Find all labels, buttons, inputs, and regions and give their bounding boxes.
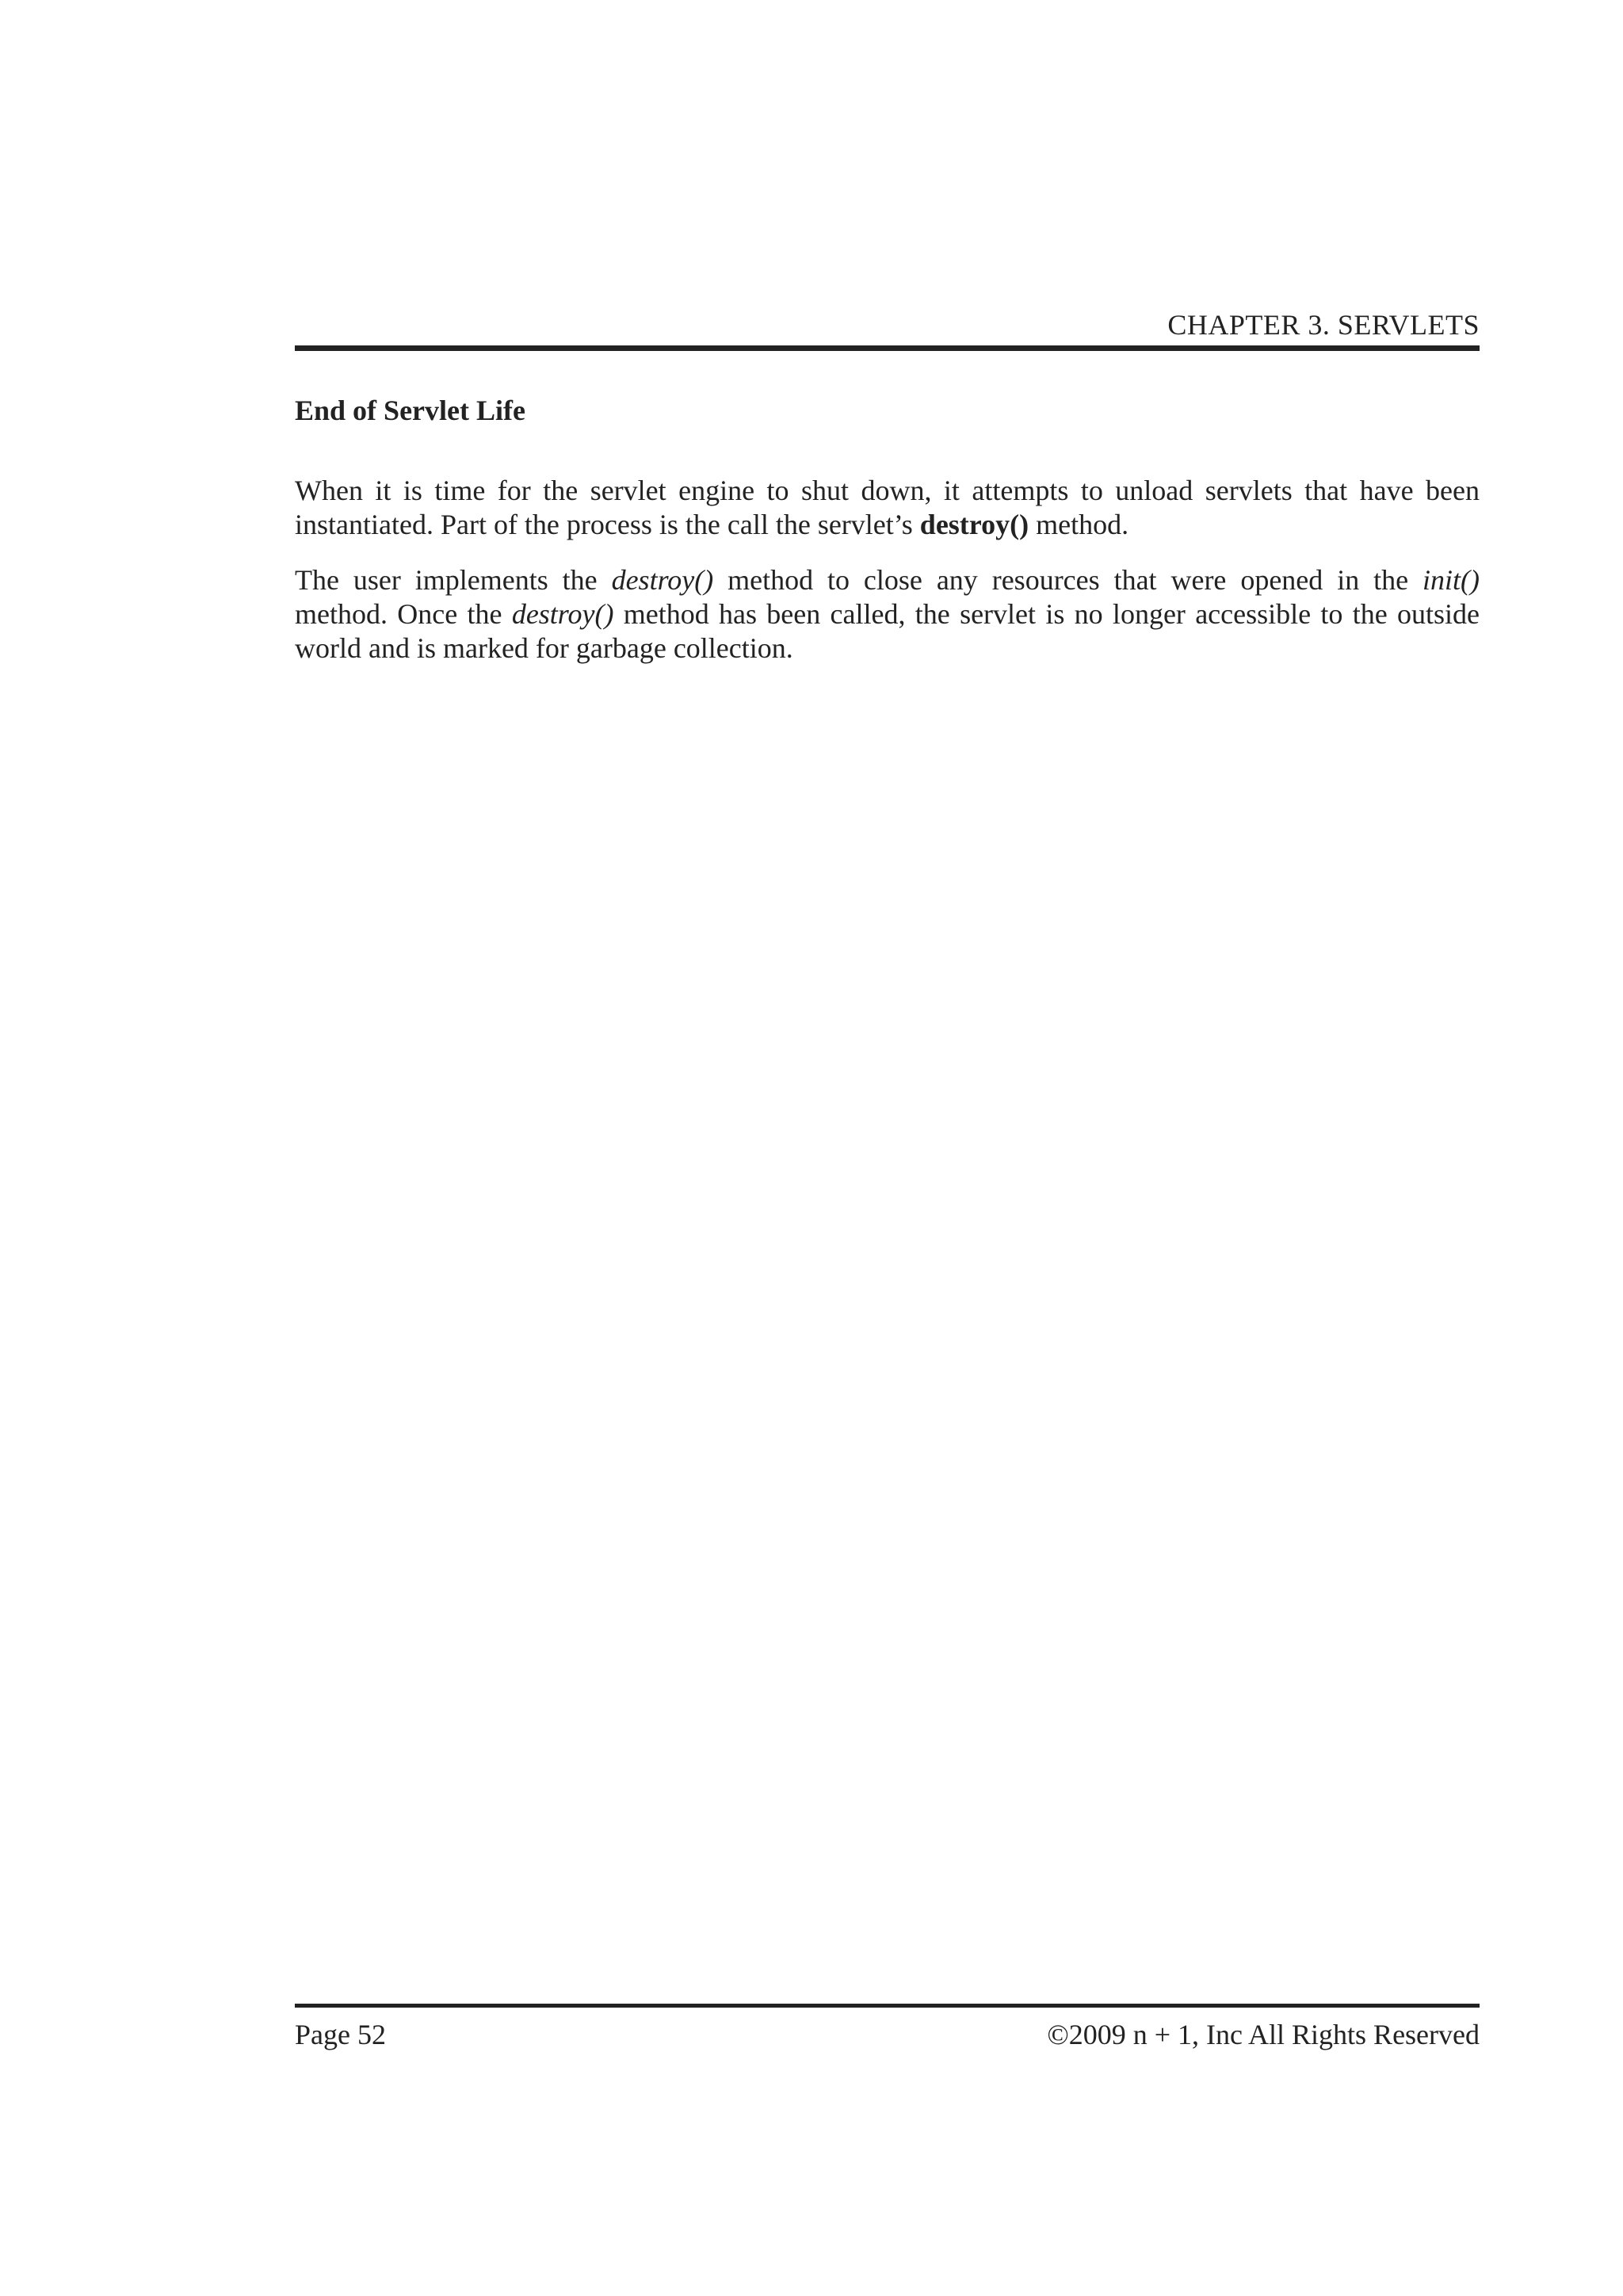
- paragraph-1-line-2-prefix: instantiated. Part of the process is the call the servlet’s: [295, 509, 920, 540]
- copyright-notice: ©2009 n + 1, Inc All Rights Reserved: [1047, 2019, 1480, 2050]
- section-title: End of Servlet Life: [295, 395, 525, 426]
- paragraph-2-line-1-middle: method to close any resources that were opened in the: [713, 564, 1423, 596]
- destroy-method-bold: destroy(): [919, 509, 1029, 540]
- init-method-italic: init(): [1423, 564, 1480, 596]
- header-rule: [295, 345, 1480, 351]
- paragraph-1-line-2: [295, 508, 1480, 542]
- destroy-method-italic: destroy(): [611, 564, 714, 596]
- page-number: Page 52: [295, 2019, 386, 2050]
- chapter-title: CHAPTER 3. SERVLETS: [1167, 309, 1480, 341]
- paragraph-2-line-3: world and is marked for garbage collection.: [295, 632, 793, 664]
- paragraph-2-line-2: [295, 597, 1480, 631]
- paragraph-1-line-1: When it is time for the servlet engine to shut down, it attempts to unload servlets that have been: [295, 475, 1480, 506]
- paragraph-2-line-1: [295, 563, 1480, 597]
- paragraph-1-line-2-suffix: method.: [1029, 509, 1129, 540]
- footer-rule: [295, 2004, 1480, 2008]
- paragraph-2: [295, 563, 1480, 666]
- paragraph-2-line-1-prefix: The user implements the: [295, 564, 612, 596]
- running-header: [295, 307, 1480, 342]
- paragraph-2-line-2-suffix: method has been called, the servlet is no longer accessible to the outside: [613, 598, 1480, 630]
- destroy-method-italic-2: destroy(): [511, 598, 614, 630]
- paragraph-2-line-2-prefix: method. Once the: [295, 598, 512, 630]
- paragraph-1: [295, 474, 1480, 542]
